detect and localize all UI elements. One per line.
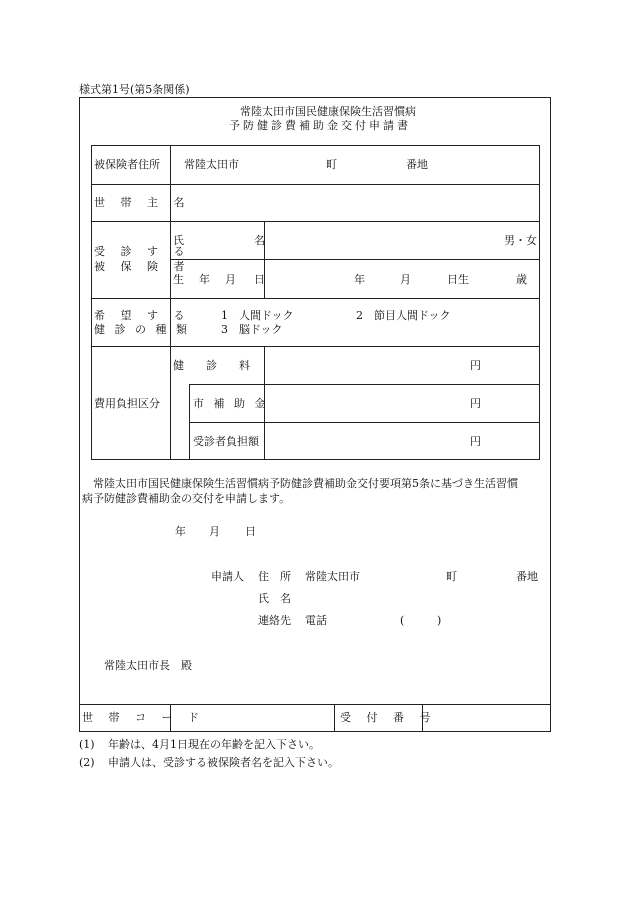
note-2-num: (2) (79, 756, 95, 769)
dob-day: 日生 (447, 273, 469, 286)
dob-month: 月 (400, 273, 411, 286)
address-field[interactable] (171, 146, 539, 183)
course-label-1: 希 望 す る (94, 309, 191, 322)
applicant-address-block: 番地 (516, 570, 538, 583)
form-title-line2: 予防健診費補助金交付申請書 (229, 119, 411, 132)
dob-label-3: 日 (254, 273, 265, 286)
dob-year: 年 (354, 273, 365, 286)
name-label-1: 氏 (173, 234, 184, 247)
applicant-label: 申請人 (211, 570, 244, 583)
address-label: 被保険者住所 (94, 158, 160, 171)
statement-line-2: 病予防健診費補助金の交付を申請します。 (82, 492, 291, 505)
householder-label: 世 帯 主 名 (94, 196, 191, 209)
course-option-2[interactable]: 2 節目人間ドック (356, 309, 451, 322)
applicant-phone-label: 電話 (305, 614, 327, 627)
household-code-label: 世 帯 コ ー ド (82, 711, 205, 724)
reception-number-label: 受 付 番 号 (340, 711, 437, 724)
cost-row-unit-2: 円 (470, 397, 481, 410)
addressee: 常陸太田市長 殿 (104, 659, 192, 672)
applicant-name-label: 氏 名 (258, 592, 291, 605)
reception-number-field[interactable] (423, 705, 550, 731)
form-number: 様式第1号(第5条関係) (79, 83, 190, 96)
applicant-address-city: 常陸太田市 (305, 570, 360, 583)
applicant-phone-field[interactable] (335, 612, 535, 628)
date-month: 月 (209, 525, 220, 538)
address-block: 番地 (406, 158, 428, 171)
applicant-address-label: 住 所 (258, 570, 291, 583)
cost-row-label-3: 受診者負担額 (193, 435, 259, 448)
applicant-name-field[interactable] (305, 590, 535, 606)
course-option-3[interactable]: 3 脳ドック (221, 323, 283, 336)
statement-line-1: 常陸太田市国民健康保険生活習慣病予防健診費補助金交付要項第5条に基づき生活習慣 (93, 477, 518, 490)
address-town: 町 (326, 158, 337, 171)
examinee-label-2: 被 保 険 者 (94, 260, 191, 273)
form-title-line1: 常陸太田市国民健康保険生活習慣病 (240, 105, 416, 118)
gender-select[interactable]: 男・女 (504, 234, 537, 247)
dob-label-0: 生 (173, 273, 184, 286)
examinee-label-1: 受 診 す る (94, 245, 191, 258)
examinee-name-field[interactable] (265, 222, 495, 258)
age-unit: 歳 (516, 273, 527, 286)
applicant-address-town: 町 (446, 570, 457, 583)
phone-paren-open: ( (400, 614, 405, 627)
note-2-text: 申請人は、受診する被保険者名を記入下さい。 (108, 756, 339, 769)
cost-field-subsidy[interactable] (265, 385, 539, 421)
dob-field[interactable] (265, 260, 539, 297)
date-day: 日 (245, 525, 256, 538)
date-year: 年 (175, 525, 186, 538)
course-label-2: 健 診 の 種 類 (94, 323, 190, 336)
dob-label-2: 月 (225, 273, 236, 286)
note-1-num: (1) (79, 738, 95, 751)
dob-label-1: 年 (199, 273, 210, 286)
cost-row-unit-3: 円 (470, 435, 481, 448)
cost-row-label-1: 健 診 料 (173, 359, 250, 372)
cost-field-copay[interactable] (265, 423, 539, 459)
course-option-1[interactable]: 1 人間ドック (221, 309, 294, 322)
cost-row-unit-1: 円 (470, 359, 481, 372)
cost-row-label-2: 市 補 助 金 (193, 397, 269, 410)
household-code-field[interactable] (171, 705, 333, 731)
note-1-text: 年齢は、4月1日現在の年齢を記入下さい。 (108, 738, 320, 751)
address-city: 常陸太田市 (184, 158, 239, 171)
cost-field-checkup-fee[interactable] (265, 347, 539, 383)
phone-paren-close: ) (437, 614, 442, 627)
name-label-2: 名 (254, 234, 265, 247)
householder-field[interactable] (171, 185, 539, 220)
applicant-contact-label: 連絡先 (258, 614, 291, 627)
cost-label: 費用負担区分 (94, 397, 160, 410)
